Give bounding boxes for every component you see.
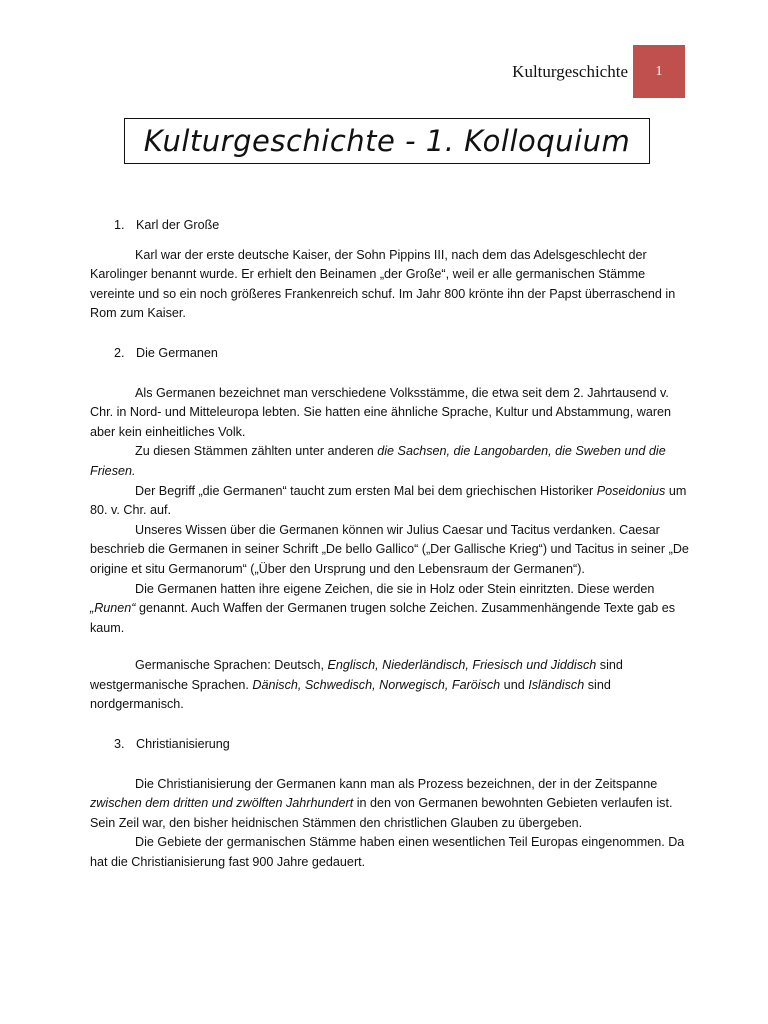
document-title: Kulturgeschichte - 1. Kolloquium	[143, 124, 631, 158]
paragraph: Die Christianisierung der Germanen kann man als Prozess bezeichnen, der in der Zeitspanne zwischen dem dritten und zwölften Jahrhundert in den von Germanen bewohnten Gebieten verlaufen ist. Sein Zeil war, den bisher heidnischen Stämmen den christlichen Glauben zu übergeben.	[90, 776, 673, 830]
section-title: Christianisierung	[136, 737, 230, 752]
paragraph: Als Germanen bezeichnet man verschiedene Volksstämme, die etwa seit dem 2. Jahrtausend v. Chr. in Nord- und Mitteleuropa lebten. Sie hatten eine ähnliche Sprache, Kultur und Abstammung, waren aber kein einheitliches Volk.	[90, 385, 672, 439]
paragraph: Zu diesen Stämmen zählten unter anderen die Sachsen, die Langobarden, die Sweben und die Friesen.	[90, 444, 666, 478]
paragraph: Karl war der erste deutsche Kaiser, der Sohn Pippins III, nach dem das Adelsgeschlecht der Karolinger benannt wurde. Er erhielt den Beinamen „der Große“, weil er alle germanischen Stämme vereinte und so ein noch größeres Frankenreich schuf. Im Jahr 800 krönte ihn der Papst überraschend in Rom zum Kaiser.	[90, 247, 676, 321]
section-heading-3	[114, 735, 690, 755]
page-number-badge	[633, 45, 685, 98]
document-body	[90, 216, 690, 873]
section-number: 3.	[114, 737, 125, 752]
section-heading-1	[114, 216, 690, 236]
header-title: Kulturgeschichte	[512, 62, 628, 81]
paragraph: Unseres Wissen über die Germanen können wir Julius Caesar und Tacitus verdanken. Caesar beschrieb die Germanen in seiner Schrift „De bello Gallico“ („Der Gallische Krieg“) und Tacitus in seiner „De origine et situ Germanorum“ („Über den Ursprung und den Lebensraum der Germanen“).	[90, 522, 689, 576]
section-title: Karl der Große	[136, 218, 220, 232]
paragraph: Die Germanen hatten ihre eigene Zeichen, die sie in Holz oder Stein einritzten. Diese werden „Runen“ genannt. Auch Waffen der Germanen trugen solche Zeichen. Zusammenhängende Texte gab es kaum.	[90, 581, 676, 635]
document-title-box	[124, 118, 650, 164]
section-title: Die Germanen	[136, 345, 218, 360]
section-heading-2	[114, 344, 690, 364]
section-number: 1.	[114, 218, 125, 232]
paragraph: Die Gebiete der germanischen Stämme haben einen wesentlichen Teil Europas eingenommen. Da hat die Christianisierung fast 900 Jahre gedauert.	[90, 835, 685, 870]
page-number: 1	[655, 63, 663, 79]
paragraph: Germanische Sprachen: Deutsch, Englisch, Niederländisch, Friesisch und Jiddisch sind westgermanische Sprachen. Dänisch, Schwedisch, Norwegisch, Faröisch und Isländisch sind nordgermanisch.	[90, 658, 623, 712]
paragraph: Der Begriff „die Germanen“ taucht zum ersten Mal bei dem griechischen Historiker Poseidonius um 80. v. Chr. auf.	[90, 483, 687, 518]
section-number: 2.	[114, 345, 125, 360]
